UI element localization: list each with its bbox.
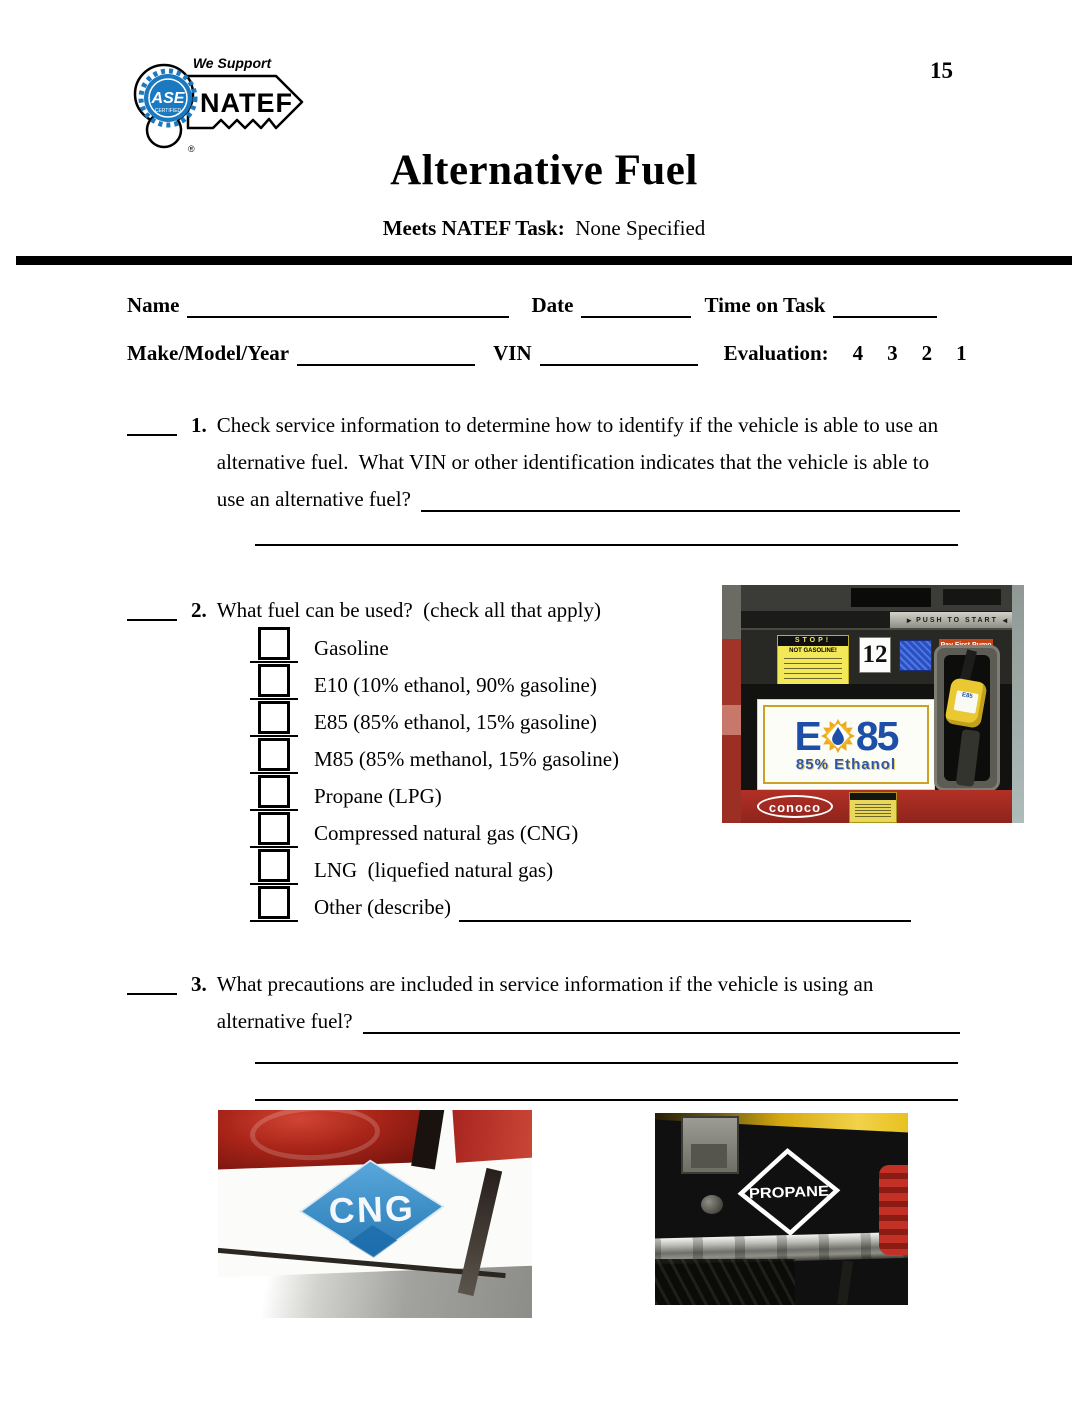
q1-number: 1. (191, 413, 207, 437)
arrow-right-icon: ► (905, 615, 914, 625)
push-to-start-strip (890, 612, 1024, 628)
stop-subtitle: NOT GASOLINE! (789, 648, 837, 654)
e85-sign-85: 85 (855, 712, 898, 759)
nozzle-label: E85 (954, 690, 979, 714)
trunk-hole (701, 1195, 723, 1214)
q3-text-line2: alternative fuel? (216, 1009, 353, 1033)
pump-top-panel (741, 585, 1012, 611)
conoco-logo: conoco (757, 795, 833, 818)
pump-red-band (741, 790, 1012, 823)
q3-answer-line-2[interactable] (255, 1062, 958, 1064)
page-title: Alternative Fuel (390, 147, 698, 194)
evaluation-score-3[interactable]: 3 (887, 341, 898, 365)
evaluation-score-1[interactable]: 1 (956, 341, 967, 365)
checkbox-underline (250, 849, 298, 885)
name-field[interactable] (187, 292, 509, 318)
body-seam (837, 1261, 853, 1305)
task-value: None Specified (575, 216, 706, 240)
fuel-option-label: E85 (85% ethanol, 15% gasoline) (314, 710, 597, 734)
fields-row-2 (127, 340, 967, 366)
pump-vent (851, 588, 931, 607)
trunk-hardware-detail (691, 1144, 727, 1168)
pump-vent (943, 589, 1001, 605)
fuel-option-label: Compressed natural gas (CNG) (314, 821, 579, 845)
fuel-option-row-lng (250, 851, 960, 885)
svg-text:ASE: ASE (151, 90, 185, 107)
checkbox-underline (250, 627, 298, 663)
task-label: Meets NATEF Task: (382, 216, 565, 240)
checkbox-underline (250, 812, 298, 848)
fuel-option-label: LNG (liquefied natural gas) (314, 858, 554, 882)
q3-grade-blank[interactable] (127, 966, 177, 995)
make-model-year-label: Make/Model/Year (127, 341, 290, 365)
trunk-hardware (681, 1116, 739, 1174)
question-1 (127, 407, 960, 546)
svg-text:CNG: CNG (328, 1188, 416, 1232)
background-wall (1012, 585, 1024, 823)
checkbox-underline (250, 701, 298, 737)
fuel-option-label: Other (describe) (314, 895, 452, 919)
sticker-fine-print (855, 802, 891, 818)
evaluation-label: Evaluation: (723, 341, 829, 365)
q1-grade-blank[interactable] (127, 407, 177, 436)
e85-sign-e: E (794, 712, 820, 759)
push-to-start-text: PUSH TO START (916, 616, 998, 624)
red-pillar (722, 585, 741, 823)
propane-checkbox[interactable] (258, 775, 290, 808)
propane-vehicle-photo (655, 1113, 908, 1305)
vin-label: VIN (493, 341, 532, 365)
q1-answer-line-2[interactable] (255, 544, 958, 546)
taillight (879, 1165, 908, 1255)
cng-diamond-badge (292, 1153, 452, 1269)
fuel-option-row-other (250, 888, 960, 922)
q1-text-line2: alternative fuel. What VIN or other identification indicates that the vehicle is able to (216, 450, 930, 474)
stop-warning-sticker (777, 635, 849, 685)
checkbox-underline (250, 886, 298, 922)
evaluation-score-2[interactable]: 2 (921, 341, 933, 365)
divider-rule (16, 256, 1072, 265)
taillight-highlight (249, 1110, 381, 1162)
date-label: Date (531, 293, 574, 317)
fuel-option-label: M85 (85% methanol, 15% gasoline) (314, 747, 620, 771)
trunk-shadow (218, 1260, 532, 1318)
propane-diamond-badge (735, 1145, 842, 1244)
fuel-option-label: Gasoline (314, 636, 389, 660)
svg-text:NATEF: NATEF (200, 88, 293, 118)
fuel-option-label: Propane (LPG) (314, 784, 442, 808)
page-number: 15 (930, 58, 953, 83)
svg-text:CERTIFIED: CERTIFIED (154, 108, 182, 114)
fuel-option-label: E10 (10% ethanol, 90% gasoline) (314, 673, 597, 697)
evaluation-score-4[interactable]: 4 (852, 341, 864, 365)
q3-number: 3. (191, 972, 207, 996)
other-checkbox[interactable] (258, 886, 290, 919)
q1-text-line3: use an alternative fuel? (216, 487, 411, 511)
pump-number-placard: 12 (859, 637, 891, 673)
checkbox-underline (250, 775, 298, 811)
yellow-warning-sticker (849, 792, 897, 823)
lng-checkbox[interactable] (258, 849, 290, 882)
time-on-task-field[interactable] (833, 292, 937, 318)
taillight (452, 1110, 532, 1163)
svg-text:PROPANE: PROPANE (748, 1183, 820, 1203)
fields-row-1 (127, 292, 937, 318)
time-on-task-label: Time on Task (704, 293, 826, 317)
q1-text-line1: Check service information to determine how to identify if the vehicle is able to use an (216, 413, 939, 437)
blue-sticker (899, 640, 932, 671)
stop-title: STOP! (778, 636, 848, 646)
gasoline-checkbox[interactable] (258, 627, 290, 660)
q1-answer-line-1[interactable] (421, 481, 960, 512)
checkbox-underline (250, 738, 298, 774)
e85-sign (758, 700, 934, 789)
date-field[interactable] (581, 292, 691, 318)
q3-answer-line-1[interactable] (363, 1003, 960, 1034)
q2-question-text: What fuel can be used? (check all that apply) (216, 598, 601, 622)
q3-text-line1: What precautions are included in service information if the vehicle is using an (216, 972, 874, 996)
vin-field[interactable] (540, 340, 698, 366)
other-describe-line[interactable] (459, 898, 911, 922)
question-3 (127, 966, 960, 1101)
q2-number: 2. (191, 598, 207, 622)
e10-checkbox[interactable] (258, 664, 290, 697)
make-model-year-field[interactable] (297, 340, 475, 366)
e85-sign-subtitle: 85% Ethanol (795, 755, 897, 773)
e85-sun-icon (820, 718, 856, 754)
task-subtitle (0, 216, 1088, 241)
e85-checkbox[interactable] (258, 701, 290, 734)
svg-text:We Support: We Support (192, 55, 272, 71)
e85-pump-photo (722, 585, 1024, 823)
checkbox-underline (250, 664, 298, 700)
cng-vehicle-photo (218, 1110, 532, 1318)
sticker-header-bar (850, 793, 896, 800)
arrow-left-icon: ◄ (1000, 615, 1009, 625)
sticker-fine-print (784, 656, 842, 682)
foreground-grass (655, 1259, 795, 1305)
nozzle-holster (934, 645, 1000, 791)
cng-checkbox[interactable] (258, 812, 290, 845)
name-label: Name (127, 293, 180, 317)
m85-checkbox[interactable] (258, 738, 290, 771)
q2-grade-blank[interactable] (127, 592, 177, 621)
svg-text:®: ® (188, 144, 195, 154)
q3-answer-line-3[interactable] (255, 1099, 958, 1101)
